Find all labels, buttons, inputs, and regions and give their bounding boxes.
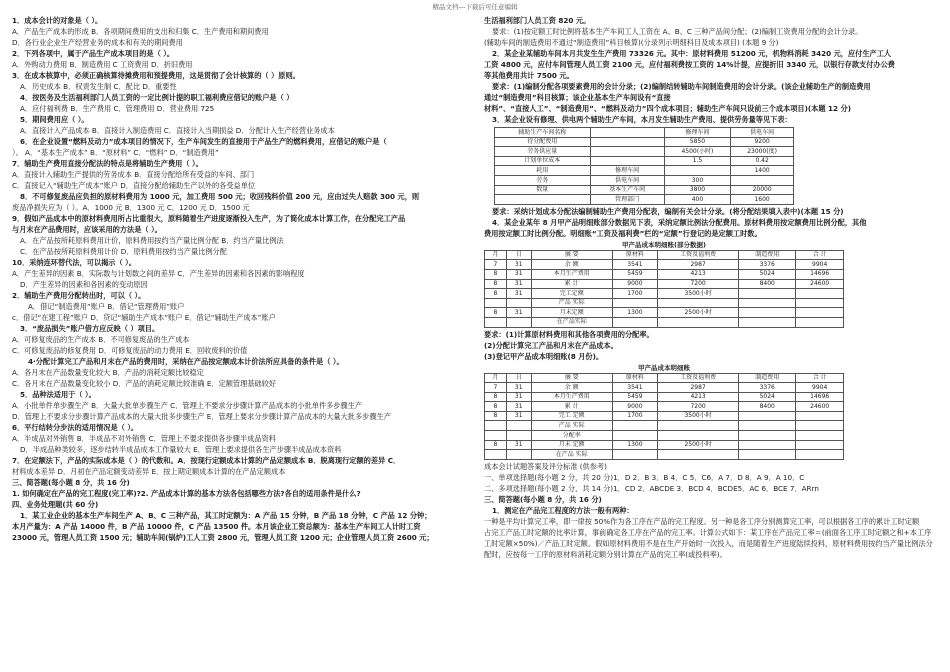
text-line: A．外购动力费用 B．制造费用 C 工资费用 D．折旧费用 — [12, 60, 193, 69]
text-line: (辅助车间的制造费用不通过“制造费用”科目核算)(分录列示明细科目及成本项目) (本题 9 分) — [484, 38, 779, 47]
table-cell: 0.42 — [731, 156, 794, 166]
table-cell — [485, 317, 507, 327]
table-cell: 月末定额 — [531, 308, 612, 318]
table-cell — [658, 421, 739, 431]
table-row — [495, 137, 794, 147]
table-cell: 31 — [506, 279, 531, 289]
text-line: 一、单项选择题(每小题 2 分，共 20 分)1．D 2．B 3．B 4．C 5．C6．A 7．D 8．A 9．A 10．C — [484, 472, 805, 482]
table-cell: 2500小时 — [658, 440, 739, 450]
ledger-table — [484, 364, 940, 460]
table-cell — [612, 317, 657, 327]
table-cell — [658, 317, 739, 327]
table-cell: 31 — [506, 260, 531, 270]
table-cell: 修理车间 — [590, 166, 664, 176]
text-line: 费用按定额工时比例分配。明细账“工资及福利费”栏的“定额”行登记的是定额工时数。 — [484, 228, 762, 238]
right-column — [484, 16, 940, 561]
text-line: A．借记“制造费用”账户 B．借记“管理费用”账户 — [28, 302, 185, 311]
table-caption: 甲产品成本明细账(部分数据) — [622, 240, 706, 249]
table-cell: 31 — [506, 440, 531, 450]
table-cell — [506, 298, 531, 308]
table-cell — [796, 298, 844, 308]
table-row — [485, 289, 844, 299]
table-cell: 8400 — [739, 402, 796, 412]
table-cell: 31 — [506, 402, 531, 412]
table-cell: 3376 — [739, 383, 796, 393]
table-cell — [739, 440, 796, 450]
text-line: (3)登记甲产品成本明细账(8 月份)。 — [484, 351, 604, 361]
text-line: 工时定额×50%)／产品工时定额。假如原材料费用不是在生产开始时一次投入，而是随着生产进度陆续投料，原材料费用按约当产量比例法分 — [484, 538, 933, 548]
table-row — [485, 450, 844, 460]
table-cell: 合 计 — [796, 373, 844, 383]
table-cell: 31 — [506, 392, 531, 402]
table-cell: 1400 — [731, 166, 794, 176]
aux-cost-table — [484, 127, 940, 205]
table-cell: 7200 — [658, 402, 739, 412]
text-line: D．产生差异的因素和各因素的变动原因 — [20, 280, 148, 289]
table-row — [485, 411, 844, 421]
table-cell: 制造费用 — [739, 250, 796, 260]
table-cell — [612, 421, 657, 431]
text-line: A．历史成本 B．权责发生制 C．配比 D．重要性 — [20, 82, 177, 91]
table-cell — [506, 450, 531, 460]
table-cell: 7 — [485, 260, 507, 270]
table-cell — [506, 431, 531, 441]
table-cell: 在产品实际 — [531, 317, 612, 327]
table-cell: 31 — [506, 411, 531, 421]
text-line: A．各月末在产品数量变化较大 B．产品的消耗定额比较稳定 — [12, 368, 204, 377]
table-cell: 3500小时 — [658, 289, 739, 299]
table-cell: 20000 — [731, 185, 794, 195]
table-row — [485, 383, 844, 393]
table-cell: 劳务 — [495, 175, 591, 185]
table-cell: 2500小时 — [658, 308, 739, 318]
table-cell: 8 — [485, 392, 507, 402]
text-line: ）。 A．“基本生产成本” B．“原材料” C．“燃料” D．“制造费用” — [12, 148, 219, 157]
table-caption: 甲产品成本明细账 — [638, 363, 690, 372]
table-cell: 分配率 — [531, 431, 612, 441]
table-cell — [485, 431, 507, 441]
left-column — [12, 16, 470, 544]
text-line: 2．某企业某辅助车间本月共发生生产费用 73326 元。其中：原材料费用 51200 元，机物料消耗 3420 元，应付生产工人 — [492, 49, 892, 58]
table-cell: 完工 定额 — [531, 411, 612, 421]
table-cell: 累 计 — [531, 279, 612, 289]
text-line: 通过“制造费用”科目核算；该企业基本生产车间设有“直接 — [484, 93, 671, 102]
table-cell: 修理车间 — [664, 128, 731, 138]
table-cell: 9000 — [612, 279, 657, 289]
table-cell: 月 — [485, 250, 507, 260]
text-line: C．直接记入“辅助生产成本”账户 D．直接分配给辅助生产以外的各受益单位 — [12, 181, 256, 190]
table-cell: 工资及福利费 — [658, 250, 739, 260]
table-cell: 摘 要 — [531, 373, 612, 383]
table-cell — [739, 308, 796, 318]
table-cell — [485, 450, 507, 460]
text-line: 7．在定额法下，产品的实际成本是（ ）的代数和。A．按现行定额成本计算的产品定额成本 B．脱离现行定额的差异 C． — [12, 456, 401, 465]
text-line: 5．期间费用应（ ）。 — [20, 115, 89, 124]
table-cell: 基本生产车间 — [590, 185, 664, 195]
table-cell: 计划单位成本 — [495, 156, 591, 166]
table-cell: 31 — [506, 383, 531, 393]
text-line: 二、多项选择题(每小题 2 分，共 14 分)1．CD 2．ABCDE 3．BCD 4．BCDE5．AC 6．BCE 7．ARrn — [484, 483, 819, 493]
table-cell: 月末 定额 — [531, 440, 612, 450]
text-line: D．半成品种类较多，逐步结转半成品成本工作量较大 E．管理上要求提供各生产步骤半成品成本资料 — [20, 445, 342, 454]
table-cell: 产品 实际 — [531, 298, 612, 308]
table-cell: 31 — [506, 308, 531, 318]
text-line: 23000 元，管理人员工资 1500 元；辅助车间(锅炉)工人工资 2800 元，管理人员工资 1200 元；企业管理人员工资 2600 元； — [12, 533, 434, 542]
table-cell: 摘 要 — [531, 250, 612, 260]
table-row — [495, 166, 794, 176]
text-line: 配时，应按每一工序的原材料消耗定额分别计算在产品的完工率(或投料率)。 — [484, 549, 727, 559]
table-cell: 9904 — [796, 260, 844, 270]
table-cell: 1300 — [612, 440, 657, 450]
table-cell: 1600 — [731, 195, 794, 205]
text-line: A．半成品对外销售 B．半成品不对外销售 C．管理上不要求提供各步骤半成品资料 — [12, 434, 276, 443]
table-cell: 本月生产费用 — [531, 392, 612, 402]
table-cell: 1.5 — [664, 156, 731, 166]
text-line: 10．采纳连环替代法，可以揭示（ ）。 — [12, 258, 136, 267]
text-line: 四、业务处理题(共 60 分) — [12, 500, 99, 509]
text-line: C．在产品按所耗原料费用计价 D．原料费用按约当产量比例分配 — [20, 247, 227, 256]
table-cell: 完工定额 — [531, 289, 612, 299]
table-cell — [590, 137, 664, 147]
text-line: D．管理上不要求分步骤计算产品成本的大量大批多步骤生产 E．管理上要求分步骤计算产品成本的大量大批多步骤生产 — [12, 412, 391, 421]
text-line: 1．某工业企业的基本生产车间生产 A、B、C 三种产品，其工时定额为：A 产品 15 分钟，B 产品 18 分钟，C 产品 12 分钟； — [20, 511, 432, 520]
table-cell — [658, 450, 739, 460]
table-cell — [485, 298, 507, 308]
table-cell — [739, 411, 796, 421]
table-row — [495, 156, 794, 166]
table-row — [495, 185, 794, 195]
table-cell: 管理部门 — [590, 195, 664, 205]
table-cell: 原材料 — [612, 250, 657, 260]
text-line: 5．品种法适用于（ ）。 — [20, 390, 96, 399]
table-row — [495, 175, 794, 185]
table-cell: 1700 — [612, 289, 657, 299]
page-header: 精品文档---下载后可任意编辑 — [432, 3, 518, 11]
table-cell: 5459 — [612, 392, 657, 402]
table-cell — [739, 421, 796, 431]
table-cell: 31 — [506, 289, 531, 299]
table-cell — [796, 317, 844, 327]
text-line: A．应付福利费 B．生产费用 C．管理费用 D．营业费用 725 — [20, 104, 215, 113]
text-line: 占完工产品工时定额的比率计算，事前确定各工序在产品的完工率。计算公式如下：某工序在产品完工率＝(前面各工序工时定额之和+本工序 — [484, 527, 932, 537]
table-cell: 8 — [485, 269, 507, 279]
text-line: 材料成本差异 D．月初在产品定额变动差异 E．按上期定额成本计算的在产品定额成本 — [12, 467, 286, 476]
table-cell: 14696 — [796, 269, 844, 279]
table-cell: 4213 — [658, 269, 739, 279]
table-cell: 8 — [485, 411, 507, 421]
table-cell: 供电车间 — [590, 175, 664, 185]
table-cell — [612, 298, 657, 308]
table-cell: 2987 — [658, 383, 739, 393]
text-line: 3．某企业设有修理、供电两个辅助生产车间，本月发生辅助生产费用、提供劳务量等见下表： — [492, 115, 792, 124]
table-cell: 1700 — [612, 411, 657, 421]
table-cell: 3376 — [739, 260, 796, 270]
table-row — [485, 279, 844, 289]
table-cell — [612, 450, 657, 460]
table-cell: 24600 — [796, 279, 844, 289]
table-cell: 4500(小时) — [664, 147, 731, 157]
table-header-row — [485, 250, 844, 260]
table-row — [485, 298, 844, 308]
table-cell: 在产品 实际 — [531, 450, 612, 460]
table-cell: 14696 — [796, 392, 844, 402]
table-cell: 5459 — [612, 269, 657, 279]
table-row — [485, 421, 844, 431]
text-line: 4．某企业某年 8 月甲产品明细账部分数据见下表，采纳定额比例法分配费用。原材料费用按定额费用比例分配，其他 — [492, 217, 867, 227]
table-cell: 劳务供应量 — [495, 147, 591, 157]
table-cell: 耗用 — [495, 166, 591, 176]
text-line: A．在产品按所耗原料费用计价，原料费用按约当产量比例分配 B．约当产量比例法 — [20, 236, 284, 245]
table-row — [485, 260, 844, 270]
table-cell: 待分配费用 — [495, 137, 591, 147]
text-line: A．产生差异的因素 B．实际数与计划数之间的差异 C．产生差异的因素和各因素的影响程度 — [12, 269, 305, 278]
table-row — [495, 195, 794, 205]
text-line: 等其他费用共计 7500 元。 — [484, 71, 574, 80]
table-cell: 24600 — [796, 402, 844, 412]
text-line: A．小批单件单步骤生产 B．大量大批单步骤生产 C．管理上不要求分步骤计算产品成本的小批单件多步骤生产 — [12, 401, 363, 410]
table-row — [485, 402, 844, 412]
table-cell: 数量 — [495, 185, 591, 195]
table-row — [485, 269, 844, 279]
table-cell — [612, 431, 657, 441]
ledger-table-partial — [484, 241, 940, 328]
table-cell — [796, 431, 844, 441]
table-cell: 余 额 — [531, 260, 612, 270]
table-cell — [506, 317, 531, 327]
text-line: 要求：(1)计算原材料费用和其他各项费用的分配率。 — [484, 329, 654, 339]
text-line: D．各行业企业生产经营业务的成本和有关的期间费用 — [12, 38, 183, 47]
table-header-row — [485, 373, 844, 383]
table-cell: 5024 — [739, 392, 796, 402]
table-cell: 23000(度) — [731, 147, 794, 157]
text-line: 2．下列各项中，属于产品生产成本项目的是（ ）。 — [12, 49, 175, 58]
text-line: 本月产量为：A 产品 14000 件，B 产品 10000 件，C 产品 13500 件。本月该企业工资总额为：基本生产车间工人计时工资 — [12, 522, 421, 531]
table-cell — [796, 440, 844, 450]
table-cell — [739, 317, 796, 327]
table-cell — [590, 147, 664, 157]
table-cell: 4213 — [658, 392, 739, 402]
table-cell: 产品 实际 — [531, 421, 612, 431]
text-line: A．产品生产成本的形成 B．各项期间费用的支出和归集 C．生产费用和期间费用 — [12, 27, 269, 36]
table-cell — [590, 156, 664, 166]
table-cell: 原材料 — [612, 373, 657, 383]
text-line: 6．在企业设置“燃料及动力”成本项目的情况下，生产车间发生的直接用于产品生产的燃料费用，应借记的账户是（ — [20, 137, 387, 146]
table-cell: 300 — [664, 175, 731, 185]
text-line: 成本会计试题答案及评分标准 (供参考) — [484, 461, 607, 471]
table-cell — [796, 289, 844, 299]
table-cell: 余 额 — [531, 383, 612, 393]
table-cell — [796, 308, 844, 318]
table-cell: 3541 — [612, 383, 657, 393]
table-cell — [506, 421, 531, 431]
text-line: A．直接计入产品成本 B．直接计入制造费用 C．直接计入当期损益 D．分配计入生产经营业务成本 — [20, 126, 335, 135]
text-line: 9．假如产品成本中的原材料费用所占比重很大，原料随着生产进度逐渐投入生产，为了简化成本计算工作，在分配完工产品 — [12, 214, 406, 223]
table-cell: 制造费用 — [739, 373, 796, 383]
table-cell — [658, 298, 739, 308]
text-line: 6．平行结转分步法的适用情况是（ ）。 — [12, 423, 139, 432]
text-line: 4．按医务及生活福利部门人员工资的一定比例计提的职工福利费应借记的账户是（ ） — [20, 93, 294, 102]
table-cell — [495, 195, 591, 205]
table-header-row — [495, 128, 794, 138]
text-line: 3．在成本核算中，必须正确核算待摊费用和预提费用，这是贯彻了会计核算的（ ）原则。 — [12, 71, 300, 80]
table-cell: 9200 — [731, 137, 794, 147]
table-cell — [590, 128, 664, 138]
table-cell: 7200 — [658, 279, 739, 289]
text-line: 要求：(1)按定额工时比例将基本生产车间工人工资在 A、B、C 三种产品间分配；(2)编制工资费用分配的会计分录。 — [492, 27, 863, 36]
table-cell: 1300 — [612, 308, 657, 318]
text-line: 三、简答题(每小题 8 分，共 16 分) — [12, 478, 130, 487]
table-cell: 9904 — [796, 383, 844, 393]
table-cell: 日 — [506, 250, 531, 260]
table-cell: 5024 — [739, 269, 796, 279]
text-line: 三、简答题(每小题 8 分，共 16 分) — [484, 494, 602, 504]
text-line: c．借记“在建工程”账户 D．贷记“辅助生产成本”账户 E．借记“辅助生产成本”账户 — [12, 313, 276, 322]
table-cell: 合 计 — [796, 250, 844, 260]
table-cell — [664, 166, 731, 176]
table-cell — [485, 421, 507, 431]
text-line: A．直接计入辅助生产提供的劳务成本 B．直接分配给所有受益的车间、部门 — [12, 170, 255, 179]
table-cell: 7 — [485, 383, 507, 393]
text-line: 8．不可修复废品应负担的原材料费用为 1000 元，加工费用 500 元；收回残料价值 200 元，应由过失人赔款 300 元，则 — [20, 192, 420, 201]
text-line: 要求：采纳计划成本分配法编制辅助生产费用分配表，编制有关会计分录。(将分配结果填入表中)(本题 15 分) — [492, 206, 844, 216]
table-cell: 8 — [485, 279, 507, 289]
table-cell: 3541 — [612, 260, 657, 270]
table-cell: 8 — [485, 402, 507, 412]
table-row — [485, 317, 844, 327]
text-line: 与月末在产品费用时，应该采用的方法是（ ）。 — [12, 225, 162, 234]
table-cell: 累 计 — [531, 402, 612, 412]
table-cell: 31 — [506, 269, 531, 279]
text-line: 材料”、“直接人工”、“制造费用”、“燃料及动力”四个成本项目；辅助生产车间只设前三个成本项目)(本题 12 分) — [484, 104, 851, 113]
text-line: 工资 4800 元，应付车间管理人员工资 2100 元，应付福利费按工资的 14%计提，应提折旧 3340 元，以银行存款支付办公费 — [484, 60, 895, 69]
table-row — [495, 147, 794, 157]
table-cell — [796, 450, 844, 460]
table-cell: 工资及福利费 — [658, 373, 739, 383]
table-cell: 供电车间 — [731, 128, 794, 138]
table-cell — [796, 411, 844, 421]
text-line: 一种是平均计算完工率，即一律按 50%作为各工序在产品的完工程度。另一种是各工序分别测算完工率，可以根据各工序的累计工时定额 — [484, 516, 920, 526]
text-line: 7．辅助生产费用直接分配法的特点是将辅助生产费用（ ）。 — [12, 159, 203, 168]
text-line: C．各月末在产品数量变化较小 D．产品的消耗定额比较准确 E．定额管理基础较好 — [12, 379, 277, 388]
table-cell: 400 — [664, 195, 731, 205]
table-cell — [796, 421, 844, 431]
table-cell — [658, 431, 739, 441]
table-row — [485, 440, 844, 450]
table-cell — [731, 175, 794, 185]
table-cell: 8 — [485, 308, 507, 318]
table-cell: 辅助生产车间名称 — [495, 128, 591, 138]
table-cell: 月 — [485, 373, 507, 383]
text-line: 1．测定在产品完工程度的方法一般有两种： — [492, 505, 634, 515]
text-line: 要求：(1)编制分配各项要素费用的会计分录；(2)编制结转辅助车间制造费用的会计分录。(该企业辅助生产的制造费用 — [492, 82, 871, 91]
text-line: C．可修复废品的修复费用 D．可修复废品的动力费用 E．回收废料的价值 — [12, 346, 248, 355]
table-row — [485, 392, 844, 402]
text-line: 4·分配计算完工产品和月末在产品的费用时，采纳在产品按定额成本计价法所应具备的条件是（ ）。 — [28, 357, 344, 366]
table-cell: 日 — [506, 373, 531, 383]
text-line: (2)分配计算完工产品和月末在产品成本。 — [484, 340, 618, 350]
table-cell: 8400 — [739, 279, 796, 289]
text-line: 生活福利部门人员工资 820 元。 — [484, 16, 591, 25]
table-cell — [739, 431, 796, 441]
table-cell — [739, 450, 796, 460]
table-cell: 2987 — [658, 260, 739, 270]
table-cell: 8 — [485, 289, 507, 299]
table-row — [485, 308, 844, 318]
table-cell — [739, 289, 796, 299]
text-line: 废品净损失应为（ ）。A．1000 元 B．1300 元 C．1200 元 D．1500 元 — [12, 203, 250, 212]
table-cell: 9000 — [612, 402, 657, 412]
table-cell: 本月生产费用 — [531, 269, 612, 279]
table-cell: 8 — [485, 440, 507, 450]
text-line: 1．成本会计的对象是（ ）。 — [12, 16, 103, 25]
table-cell: 3800 — [664, 185, 731, 195]
table-row — [485, 431, 844, 441]
text-line: A．可修复废品的生产成本 B．不可修复废品的生产成本 — [12, 335, 190, 344]
text-line: 3．“废品损失”账户借方应反映（ ）项目。 — [20, 324, 160, 333]
table-cell: 3500小时 — [658, 411, 739, 421]
text-line: 1. 如何确定在产品的完工程度(完工率)?2. 产品成本计算的基本方法各包括哪些方法?各自的适用条件是什么? — [12, 489, 361, 498]
table-cell — [739, 298, 796, 308]
table-cell: 5850 — [664, 137, 731, 147]
text-line: 2．辅助生产费用分配转出时，可以（ ）。 — [12, 291, 146, 300]
